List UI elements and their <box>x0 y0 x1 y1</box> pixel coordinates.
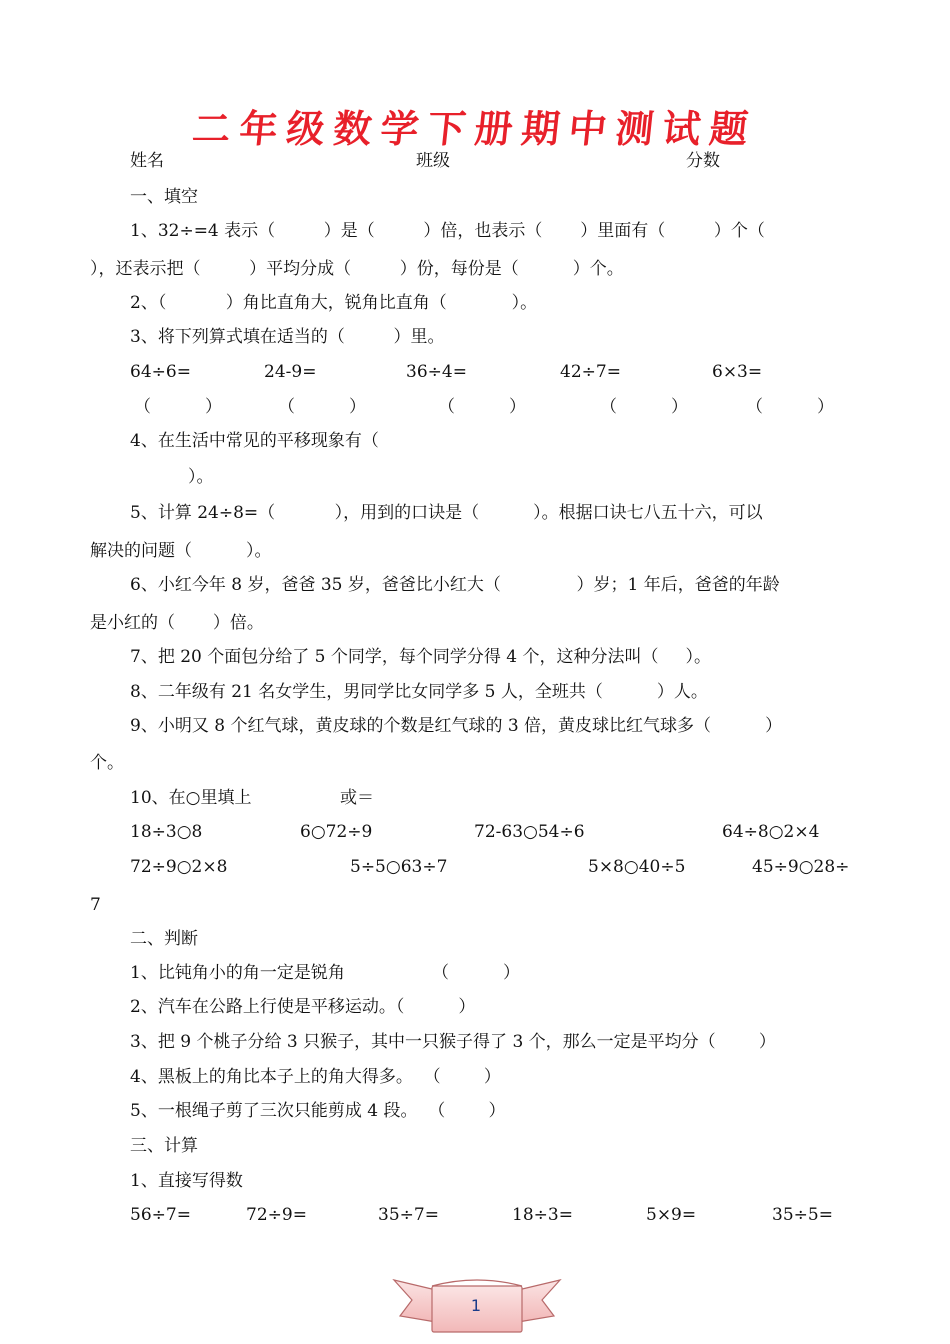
text-line: 班级 <box>416 151 450 171</box>
text-line: 45÷9○28÷ <box>752 857 850 877</box>
text-line: 5×9= <box>646 1205 697 1225</box>
text-line: 7 <box>90 895 101 915</box>
text-line: （ ） <box>746 397 835 417</box>
text-line: 72-63○54÷6 <box>474 822 585 842</box>
text-line: 2、（ ）角比直角大，锐角比直角（ ）。 <box>130 293 538 313</box>
text-line: 3、将下列算式填在适当的（ ）里。 <box>130 327 445 347</box>
text-line: 分数 <box>686 151 720 171</box>
text-line: 姓名 <box>130 151 164 171</box>
text-line: ）。 <box>188 467 214 487</box>
text-line: 4、在生活中常见的平移现象有（ <box>130 431 379 451</box>
text-line: 10、在○里填上 <box>130 788 252 808</box>
text-line: 是小红的（ ）倍。 <box>90 613 264 633</box>
text-line: （ ） <box>600 397 689 417</box>
text-line: 4、黑板上的角比本子上的角大得多。 （ ） <box>130 1067 501 1087</box>
text-line: 一、填空 <box>130 187 198 207</box>
text-line: 二、判断 <box>130 929 198 949</box>
text-line: 64÷8○2×4 <box>722 822 820 842</box>
text-line: 5、一根绳子剪了三次只能剪成 4 段。 （ ） <box>130 1101 506 1121</box>
text-line: 5×8○40÷5 <box>588 857 686 877</box>
text-line: 6、小红今年 8 岁，爸爸 35 岁，爸爸比小红大（ ）岁；1 年后，爸爸的年龄 <box>130 575 780 595</box>
text-line: 56÷7= <box>130 1205 191 1225</box>
text-line: 6×3= <box>712 362 763 382</box>
text-line: 72÷9○2×8 <box>130 857 228 877</box>
text-line: 1、直接写得数 <box>130 1171 243 1191</box>
text-line: 3、把 9 个桃子分给 3 只猴子，其中一只猴子得了 3 个，那么一定是平均分（ ） <box>130 1032 776 1052</box>
text-line: 9、小明又 8 个红气球，黄皮球的个数是红气球的 3 倍，黄皮球比红气球多（ ） <box>130 716 783 736</box>
text-line: 72÷9= <box>246 1205 307 1225</box>
text-line: （ ） <box>438 397 527 417</box>
text-line: （ ） <box>432 963 521 983</box>
text-line: 42÷7= <box>560 362 621 382</box>
text-line: 个。 <box>90 753 124 773</box>
text-line: 5÷5○63÷7 <box>350 857 448 877</box>
text-line: （ ） <box>134 397 223 417</box>
page-number: 1 <box>470 1296 482 1315</box>
text-line: 或＝ <box>340 788 374 808</box>
text-line: 35÷7= <box>378 1205 439 1225</box>
text-line: 2、汽车在公路上行使是平移运动。（ ） <box>130 997 476 1017</box>
text-line: 1、比钝角小的角一定是锐角 <box>130 963 345 983</box>
text-line: 35÷5= <box>772 1205 833 1225</box>
text-line: 5、计算 24÷8=（ ），用到的口诀是（ ）。根据口诀七八五十六，可以 <box>130 503 763 523</box>
text-line: 三、计算 <box>130 1136 198 1156</box>
text-line: 解决的问题（ ）。 <box>90 541 272 561</box>
text-line: 6○72÷9 <box>300 822 373 842</box>
text-line: 7、把 20 个面包分给了 5 个同学，每个同学分得 4 个，这种分法叫（ ）。 <box>130 647 712 667</box>
text-line: ），还表示把（ ）平均分成（ ）份，每份是（ ）个。 <box>90 259 624 279</box>
text-line: 64÷6= <box>130 362 191 382</box>
text-line: （ ） <box>278 397 367 417</box>
page-title: 二年级数学下册期中测试题 <box>190 107 759 151</box>
text-line: 8、二年级有 21 名女学生，男同学比女同学多 5 人，全班共（ ）人。 <box>130 682 708 702</box>
text-line: 24-9= <box>264 362 317 382</box>
text-line: 36÷4= <box>406 362 467 382</box>
text-line: 1、32÷=4 表示（ ）是（ ）倍，也表示（ ）里面有（ ）个（ <box>130 221 765 241</box>
text-line: 18÷3= <box>512 1205 573 1225</box>
text-line: 18÷3○8 <box>130 822 203 842</box>
